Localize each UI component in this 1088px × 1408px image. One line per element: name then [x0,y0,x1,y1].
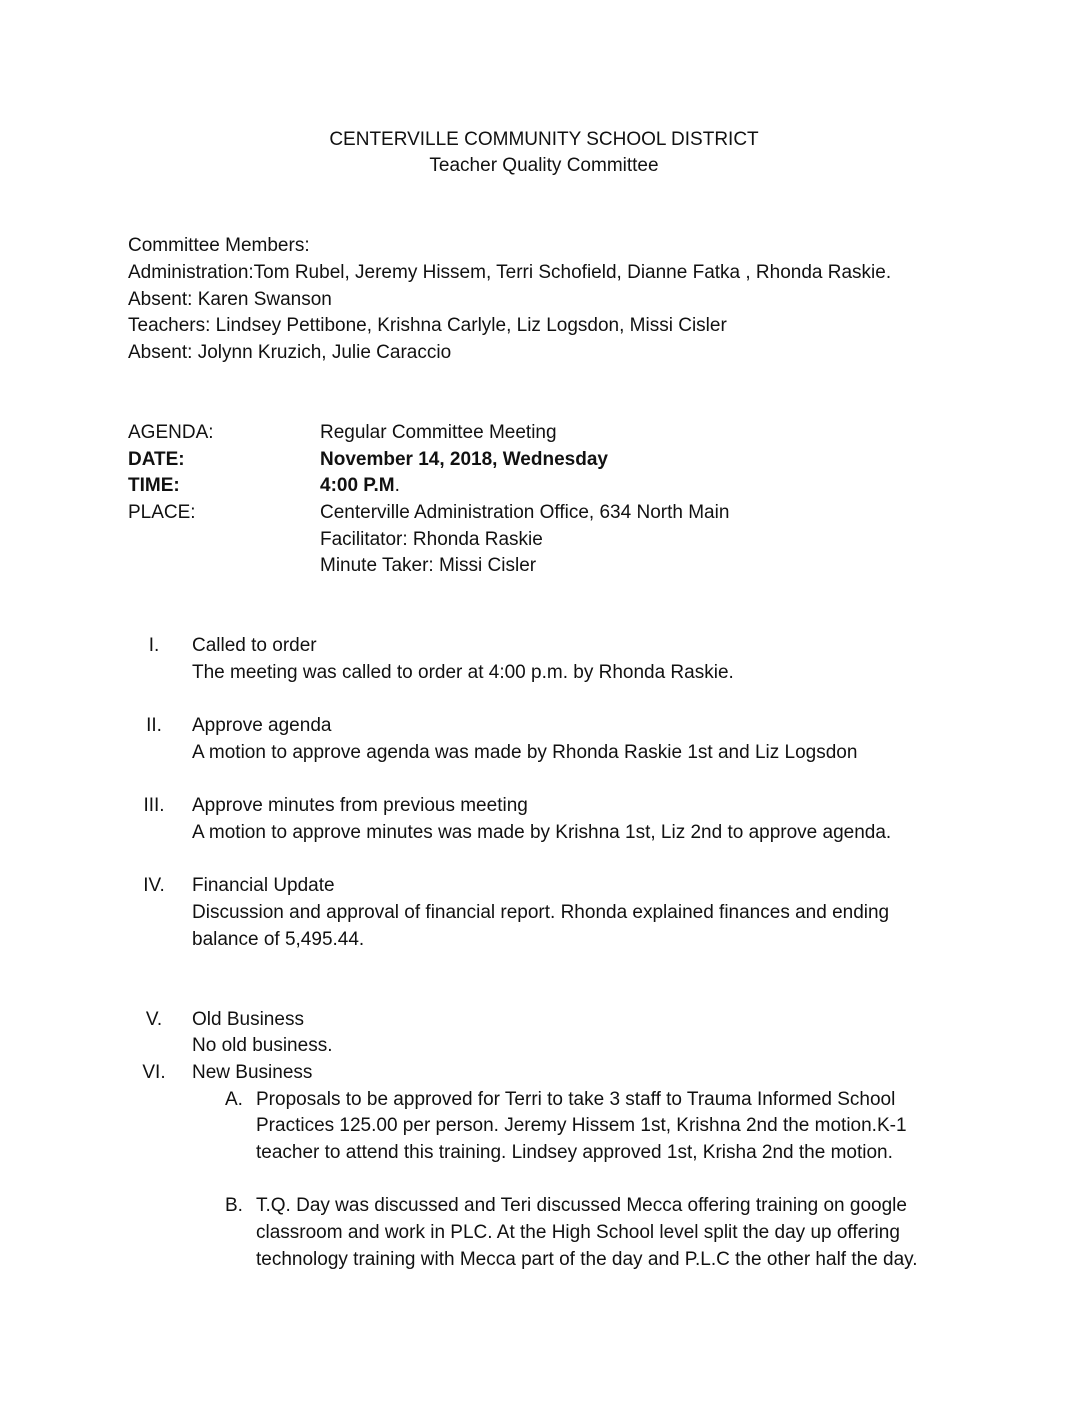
item-title: Approve minutes from previous meeting [192,795,528,816]
item-text: balance of 5,495.44. [192,929,365,950]
item-numeral: VI. [142,1062,166,1083]
members-heading: Committee Members: [128,235,310,256]
agenda-label: AGENDA: [128,422,214,443]
item-title: Financial Update [192,875,335,896]
facilitator: Facilitator: Rhonda Raskie [320,529,543,550]
item-text: A motion to approve minutes was made by Krishna 1st, Liz 2nd to approve agenda. [192,822,892,843]
subitem-text: T.Q. Day was discussed and Teri discussed Mecca offering training on google [256,1195,907,1216]
subitem-text: teacher to attend this training. Lindsey approved 1st, Krisha 2nd the motion. [256,1142,893,1163]
item-title: Old Business [192,1009,304,1030]
item-numeral: IV. [143,875,165,896]
time-label: TIME: [128,475,180,496]
place-label: PLACE: [128,502,196,523]
subitem-text: classroom and work in PLC. At the High School level split the day up offering [256,1222,900,1243]
item-numeral: III. [143,795,165,816]
place-value: Centerville Administration Office, 634 North Main [320,502,730,523]
date-label: DATE: [128,449,185,470]
members-teachers: Teachers: Lindsey Pettibone, Krishna Carlyle, Liz Logsdon, Missi Cisler [128,315,727,336]
subitem-text: Proposals to be approved for Terri to take 3 staff to Trauma Informed School [256,1089,896,1110]
subitem-letter: B. [225,1195,243,1216]
subitem-letter: A. [225,1089,243,1110]
time-value: 4:00 P.M [320,475,395,496]
date-value: November 14, 2018, Wednesday [320,449,608,470]
district-title: CENTERVILLE COMMUNITY SCHOOL DISTRICT [329,129,759,150]
subitem-text: Practices 125.00 per person. Jeremy Hissem 1st, Krishna 2nd the motion.K-1 [256,1115,907,1136]
item-numeral: II. [146,715,162,736]
item-text: Discussion and approval of financial report. Rhonda explained finances and ending [192,902,890,923]
item-numeral: I. [148,635,160,656]
agenda-value: Regular Committee Meeting [320,422,557,443]
minute-taker: Minute Taker: Missi Cisler [320,555,537,576]
members-teachers-absent: Absent: Jolynn Kruzich, Julie Caraccio [128,342,452,363]
item-numeral: V. [145,1009,163,1030]
item-text: No old business. [192,1035,333,1056]
subitem-text: technology training with Mecca part of the day and P.L.C the other half the day. [256,1249,918,1270]
item-title: Approve agenda [192,715,332,736]
committee-title: Teacher Quality Committee [429,155,659,176]
members-administration: Administration:Tom Rubel, Jeremy Hissem, Terri Schofield, Dianne Fatka , Rhonda Raskie. [128,262,892,283]
time-suffix: . [394,475,400,496]
item-title: Called to order [192,635,317,656]
item-text: The meeting was called to order at 4:00 p.m. by Rhonda Raskie. [192,662,734,683]
item-title: New Business [192,1062,313,1083]
time-value-line [320,475,400,497]
members-admin-absent: Absent: Karen Swanson [128,289,332,310]
item-text: A motion to approve agenda was made by Rhonda Raskie 1st and Liz Logsdon [192,742,858,763]
